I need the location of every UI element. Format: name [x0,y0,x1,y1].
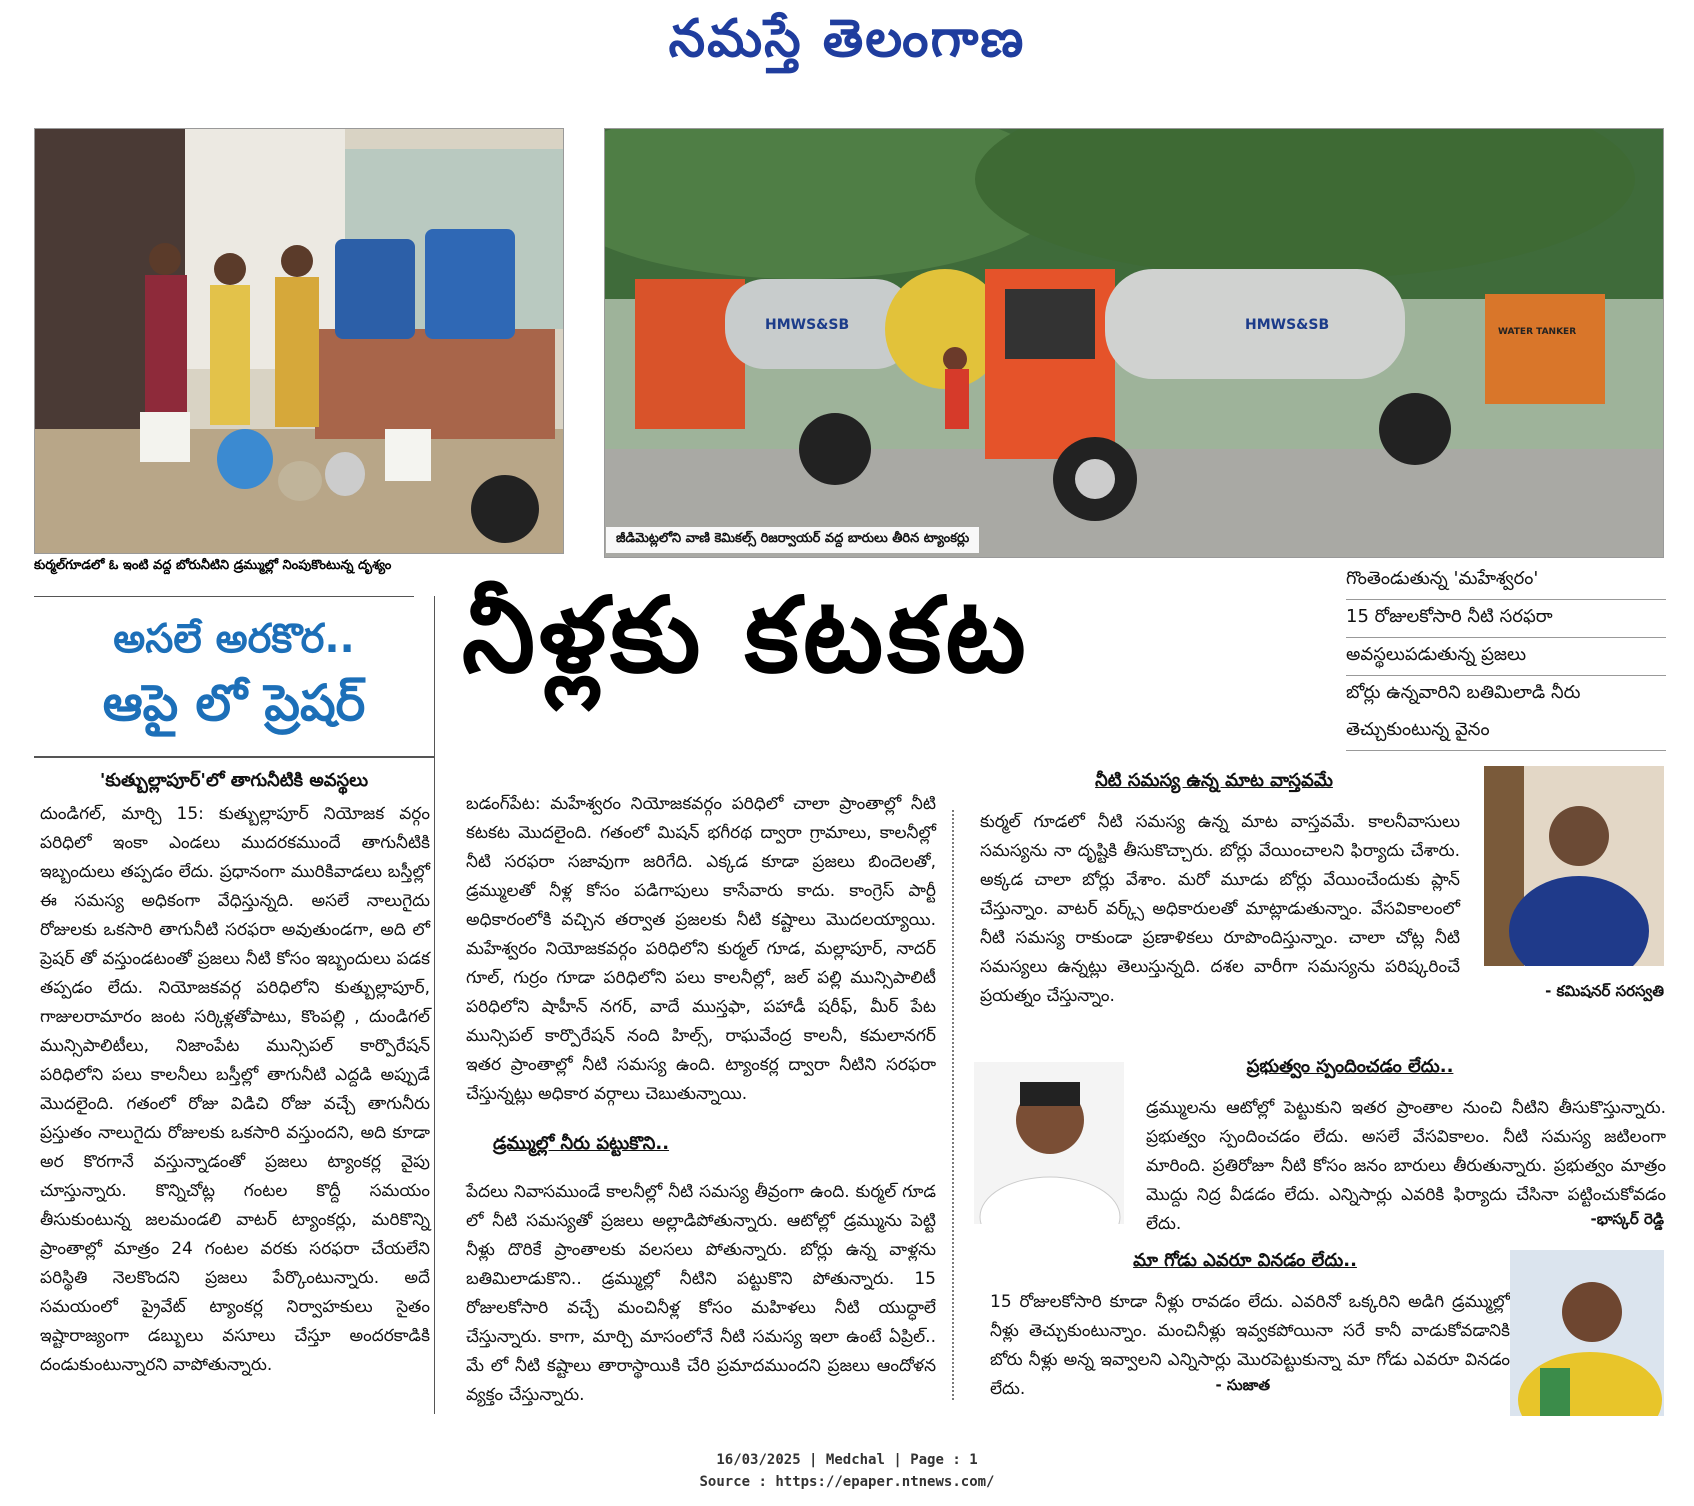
kicker-list [1346,562,1666,751]
kicker-item: 15 రోజులకోసారి నీటి సరఫరా [1346,600,1666,638]
side-divider [34,756,434,758]
side-story-title-1: అసలే అరకొర.. [113,616,355,662]
masthead: నమస్తే తెలంగాణ [668,8,1026,69]
kicker-item: అవస్థలుపడుతున్న ప్రజలు [1346,638,1666,676]
column-rule-left [434,596,435,1414]
quote2-title: ప్రభుత్వం స్పందించడం లేదు.. [1246,1056,1454,1077]
column-rule-dotted [952,810,954,1400]
tanker-label-1: HMWS&SB [765,317,850,333]
main-headline: నీళ్లకు కటకట [462,574,1030,696]
main-story-para1: బడంగ్‌పేట: మహేశ్వరం నియోజకవర్గం పరిధిలో చాలా ప్రాంతాల్లో నీటి కటకట మొదలైంది. గతంలో మిషన్ భగీరథ ద్వారా గ్రామాలు, కాలనీల్లో నీటి సరఫరా సజావుగా జరిగేది. ఎక్కడ కూడా ప్రజలు బిందెలతో, డ్రమ్ములతో నీళ్ల కోసం పడిగాపులు కాసేవారు కాదు. కాంగ్రెస్ పార్టీ అధికారంలోకి వచ్చిన తర్వాత ప్రజలకు నీటి కష్టాలు మొదలయ్యాయి. మహేశ్వరం నియోజకవర్గం పరిధిలోని కుర్మల్ గూడ, మల్లాపూర్, నాదర్ గూల్, గుర్రం గూడా పరిధిలోని పలు కాలనీల్లో, జల్ పల్లి మున్సిపాలిటీ పరిధిలోని షాహీన్ నగర్, వాదే ముస్తఫా, పహాడీ షరీఫ్, మీర్ పేట మున్సిపల్ కార్పొరేషన్ నంది హిల్స్, రాఘవేంద్ర కాలనీ, కమలానగర్ ఇతర ప్రాంతాల్లో నీటి సమస్య ఉంది. ట్యాంకర్ల ద్వారా నీటిని సరఫరా చేస్తున్నట్లు అధికార వర్గాలు చెబుతున్నాయి. [466,794,936,1104]
kicker-item: గొంతెండుతున్న 'మహేశ్వరం' [1346,562,1666,600]
quote1-title: నీటి సమస్య ఉన్న మాట వాస్తవమే [1095,770,1333,791]
footer-date-page: 16/03/2025 | Medchal | Page : 1 [716,1452,978,1468]
main-story-para2: పేదలు నివాసముండే కాలనీల్లో నీటి సమస్య తీవ్రంగా ఉంది. కుర్మల్ గూడ లో నీటి సమస్యతో ప్రజలు అల్లాడిపోతున్నారు. ఆటోల్లో డ్రమ్మును పెట్టి నీళ్లు దొరికే ప్రాంతాలకు వలసలు పోతున్నారు. బోర్లు ఉన్న వాళ్లను బతిమిలాడుకొని.. డ్రమ్ముల్లో నీటిని పట్టుకొని పోతున్నారు. 15 రోజులకోసారి వచ్చే మంచినీళ్ల కోసం మహిళలు నీటి యుద్ధాలే చేస్తున్నారు. కాగా, మార్చి మాసంలోనే నీటి సమస్య ఇలా ఉంటే ఏప్రిల్.. మే లో నీటి కష్టాలు తారాస్థాయికి చేరి ప్రమాదముందని ప్రజలు ఆందోళన వ్యక్తం చేస్తున్నారు. [466,1182,936,1405]
side-story-body: దుండిగల్, మార్చి 15: కుత్బుల్లాపూర్ నియోజక వర్గం పరిధిలో ఇంకా ఎండలు ముదరకముందే తాగునీటికి ఇబ్బందులు తప్పడం లేదు. ప్రధానంగా మురికివాడలు బస్తీల్లో ఈ సమస్య అధికంగా వేధిస్తున్నది. అసలే నాలుగైదు రోజులకు ఒకసారి తాగునీటి సరఫరా అవుతుండగా, అది లో ప్రెషర్ తో వస్తుండటంతో ప్రజలు నీటి కోసం ఇబ్బందులు పడక తప్పడం లేదు. నియోజకవర్గ పరిధిలోని కుత్బుల్లాపూర్, గాజులరామారం జంట సర్కిళ్లతోపాటు, కొంపల్లి , దుండిగల్ మున్సిపాలిటీలు, నిజాంపేట మున్సిపల్ కార్పొరేషన్ పరిధిలోని పలు కాలనీలు బస్తీల్లో తాగునీటి ఎద్దడి అప్పుడే మొదలైంది. గతంలో రోజు విడిచి రోజు వచ్చే తాగునీరు ప్రస్తుతం నాలుగైదు రోజులకు ఒకసారి వస్తుందని, అది కూడా అర కొరగానే వస్తున్నాడంతో ప్రజలు ట్యాంకర్ల వైపు చూస్తున్నారు. కొన్నిచోట్ల గంటల కొద్దీ సమయం తీసుకుంటున్న జలమండలి వాటర్ ట్యాంకర్లు, మరికొన్ని ప్రాంతాల్లో మాత్రం 24 గంటల వరకు సరఫరా చేయలేని పరిస్థితి నెలకొందని ప్రజలు పేర్కొంటున్నారు. అదే సమయంలో ప్రైవేట్ ట్యాంకర్ల నిర్వాహకులు సైతం ఇష్టారాజ్యంగా డబ్బులు వసూలు చేస్తూ అందరకాడికి దండుకుంటున్నారని వాపోతున్నారు. [40,804,430,1375]
kicker-item: తెచ్చుకుంటున్న వైనం [1346,713,1666,751]
main-story-subhead: డ్రమ్ముల్లో నీరు పట్టుకొని.. [492,1133,670,1154]
right-photo [604,128,1664,558]
left-photo [34,128,564,554]
quote1-body: కుర్మల్ గూడలో నీటి సమస్య ఉన్న మాట వాస్తవమే. కాలనీవాసులు సమస్యను నా దృష్టికి తీసుకొచ్చారు. బోర్లు వేయించాలని ఫిర్యాదు చేశారు. అక్కడ చాలా బోర్లు వేశాం. మరో మూడు బోర్లు వేయించేందుకు ప్లాన్ చేస్తున్నాం. వాటర్ వర్క్స్ అధికారులతో మాట్లాడుతున్నాం. వేసవికాలంలో నీటి సమస్య రాకుండా ప్రణాళికలు రూపొందిస్తున్నాం. చాలా చోట్ల నీటి సమస్యలు ఉన్నట్లు తెలుస్తున్నది. దశల వారీగా సమస్యను పరిష్కరించే ప్రయత్నం చేస్తున్నాం. [980,812,1460,1006]
left-divider [34,596,414,597]
right-photo-caption: జీడిమెట్లలోని వాణి కెమికల్స్ రిజర్వాయర్ వద్ద బారులు తీరిన ట్యాంకర్లు [606,527,979,553]
footer-source-link[interactable]: Source : https://epaper.ntnews.com/ [699,1474,995,1490]
tanker-label-2: HMWS&SB [1245,317,1330,333]
kicker-item: బోర్లు ఉన్నవారిని బతిమిలాడి నీరు [1346,682,1581,703]
side-story-title-2: ఆపై లో ప్రెషర్ [102,674,366,732]
avatar-commissioner [1484,766,1664,966]
quote1-signature: - కమిషనర్ సరస్వతి [1545,982,1664,1000]
quote2-signature: -భాస్కర్ రెడ్డి [1590,1210,1664,1228]
avatar-bhaskar-reddy [974,1062,1124,1224]
left-photo-caption: కుర్మల్‌గూడలో ఓ ఇంటి వద్ద బోరునీటిని డ్రమ్ముల్లో నింపుకొంటున్న దృశ్యం [34,558,392,573]
side-story-subhead: 'కుత్బుల్లాపూర్'లో తాగునీటికి అవస్థలు [99,770,369,791]
tanker-label-3: WATER TANKER [1498,327,1577,337]
quote2-body: డ్రమ్ములను ఆటోల్లో పెట్టుకుని ఇతర ప్రాంతాల నుంచి నీటిని తీసుకొస్తున్నారు. ప్రభుత్వం స్పందించడం లేదు. అసలే వేసవికాలం. నీటి సమస్య జటిలంగా మారింది. ప్రతిరోజూ నీటి కోసం జనం బారులు తీరుతున్నారు. ప్రభుత్వం మాత్రం మొద్దు నిద్ర వీడడం లేదు. ఎన్నిసార్లు ఎవరికి ఫిర్యాదు చేసినా పట్టించుకోవడం లేదు. [1146,1098,1666,1234]
quote3-body: 15 రోజులకోసారి కూడా నీళ్లు రావడం లేదు. ఎవరినో ఒక్కరిని అడిగి డ్రమ్ముల్లో నీళ్లు తెచ్చుకుంటున్నాం. మంచినీళ్లు ఇవ్వకపోయినా సరే కానీ వాడుకోవడానికి బోరు నీళ్లు అన్న ఇవ్వాలని ఎన్నిసార్లు మొరపెట్టుకున్నా మా గోడు ఎవరూ వినడం లేదు. [990,1292,1510,1399]
avatar-sujatha [1510,1250,1664,1416]
quote3-title: మా గోడు ఎవరూ వినడం లేదు.. [1133,1250,1357,1271]
quote3-signature: - సుజాత [1215,1376,1270,1394]
